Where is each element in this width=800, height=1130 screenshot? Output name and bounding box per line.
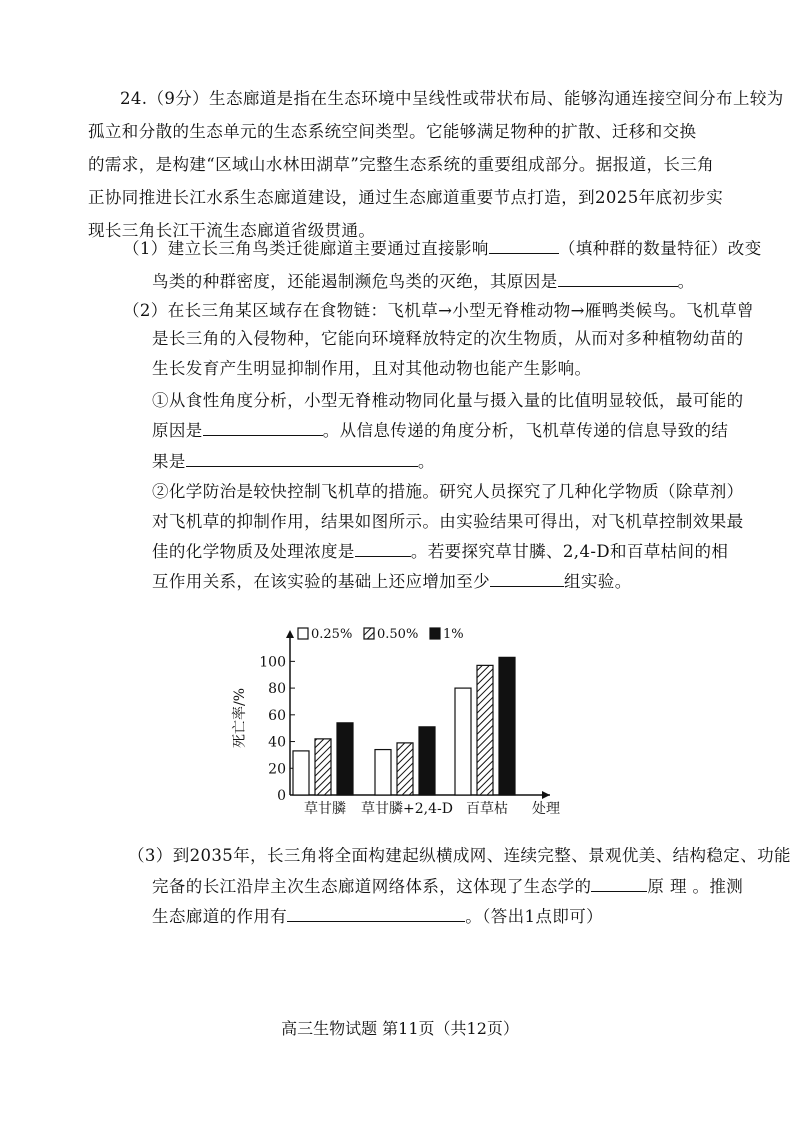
legend-label: 0.25% xyxy=(311,627,353,642)
part1-text-a: （1）建立长三角鸟类迁徙廊道主要通过直接影响 xyxy=(123,239,489,258)
y-tick-label: 60 xyxy=(268,707,286,724)
answer-blank[interactable] xyxy=(591,877,647,892)
part1-line-2 xyxy=(152,271,695,293)
question-intro-line-5: 现长三角长江干流生态廊道省级贯通。 xyxy=(88,221,376,240)
answer-blank[interactable] xyxy=(489,239,559,254)
y-axis-arrow xyxy=(286,630,294,638)
question-intro-line-2: 孤立和分散的生态单元的生态系统空间类型。它能够满足物种的扩散、迁移和交换 xyxy=(88,122,697,141)
part2-sub2-line-3 xyxy=(152,541,728,563)
part2-sub2-line-2: 对飞机草的抑制作用，结果如图所示。由实验结果可得出，对飞机草控制效果最 xyxy=(152,512,744,531)
part2-sub1-line-3 xyxy=(152,451,435,473)
legend-swatch xyxy=(298,628,308,639)
part2-sub1-line-2 xyxy=(152,420,728,442)
x-category-label: 草甘膦 xyxy=(304,801,346,817)
mortality-bar-chart xyxy=(230,620,570,820)
bar xyxy=(337,723,353,795)
x-axis-label: 处理 xyxy=(532,801,560,817)
part2-sub2-text-d: 组实验。 xyxy=(564,572,632,591)
part2-sub1-text-c: 果是 xyxy=(152,452,186,471)
part1-text-c: 鸟类的种群密度，还能遏制濒危鸟类的灭绝，其原因是 xyxy=(152,272,558,291)
part2-sub2-line-1: ②化学防治是较快控制飞机草的措施。研究人员探究了几种化学物质（除草剂） xyxy=(152,482,744,501)
part2-sub1-line-1: ①从食性角度分析，小型无脊椎动物同化量与摄入量的比值明显较低，最可能的 xyxy=(152,391,744,410)
y-tick-label: 20 xyxy=(268,761,286,778)
legend-label: 1% xyxy=(443,627,464,642)
x-axis-arrow xyxy=(542,791,550,799)
bar xyxy=(375,750,391,795)
answer-blank[interactable] xyxy=(490,572,564,587)
part2-sub1-text-d: 。 xyxy=(417,452,435,471)
y-tick-label: 40 xyxy=(268,734,286,751)
legend-swatch xyxy=(364,628,374,639)
question-intro-line-4: 正协同推进长江水系生态廊道建设，通过生态廊道重要节点打造，到2025年底初步实 xyxy=(88,188,724,207)
x-category-label: 百草枯 xyxy=(466,801,508,817)
y-tick-label: 0 xyxy=(277,788,286,804)
part2-line-2: 是长三角的入侵物种，它能向环境释放特定的次生物质，从而对多种植物幼苗的 xyxy=(152,329,744,348)
part2-sub1-text-b: 。从信息传递的角度分析，飞机草传递的信息导致的结 xyxy=(322,421,729,440)
y-tick-label: 100 xyxy=(259,654,286,671)
part3-text-d: 。（答出1点即可） xyxy=(465,907,604,926)
part2-sub2-text-c: 互作用关系，在该实验的基础上还应增加至少 xyxy=(152,572,490,591)
part1-text-d: 。 xyxy=(677,272,695,291)
bar xyxy=(315,739,331,795)
part3-text-c: 生态廊道的作用有 xyxy=(152,907,288,926)
part2-line-3: 生长发育产生明显抑制作用，且对其他动物也能产生影响。 xyxy=(152,359,592,378)
part2-sub2-text-a: 佳的化学物质及处理浓度是 xyxy=(152,542,355,561)
part2-sub2-line-4 xyxy=(152,571,632,593)
y-tick-label: 80 xyxy=(268,681,286,698)
answer-blank[interactable] xyxy=(558,272,678,287)
legend-label: 0.50% xyxy=(377,627,419,642)
answer-blank[interactable] xyxy=(203,421,323,436)
part2-line-1: （2）在长三角某区域存在食物链：飞机草→小型无脊椎动物→雁鸭类候鸟。飞机草曾 xyxy=(123,301,754,320)
question-intro-line-1: 24.（9分）生态廊道是指在生态环境中呈线性或带状布局、能够沟通连接空间分布上较为 xyxy=(120,89,784,108)
part3-line-2 xyxy=(152,876,743,898)
part3-line-1: （3）到2035年，长三角将全面构建起纵横成网、连续完整、景观优美、结构稳定、功能 xyxy=(128,846,791,865)
page-footer: 高三生物试题 第11页（共12页） xyxy=(281,1019,519,1038)
part2-sub1-text-a: 原因是 xyxy=(152,421,203,440)
part3-text-a: 完备的长江沿岸主次生态廊道网络体系，这体现了生态学的 xyxy=(152,877,592,896)
answer-blank[interactable] xyxy=(355,542,411,557)
x-category-label: 草甘膦+2,4-D xyxy=(361,801,453,817)
part2-sub2-text-b: 。若要探究草甘膦、2,4-D和百草枯间的相 xyxy=(410,542,729,561)
bar xyxy=(477,665,493,795)
part1-line-1 xyxy=(123,238,762,260)
bar xyxy=(455,688,471,795)
legend-swatch xyxy=(430,628,440,639)
part3-line-3 xyxy=(152,906,603,928)
bar xyxy=(499,657,515,795)
bar xyxy=(293,751,309,795)
y-axis-label: 死亡率/% xyxy=(232,687,248,749)
question-intro-line-3: 的需求，是构建“区域山水林田湖草”完整生态系统的重要组成部分。据报道，长三角 xyxy=(88,155,715,174)
answer-blank[interactable] xyxy=(186,452,418,467)
bar xyxy=(397,743,413,795)
part3-text-b: 原 理 。推测 xyxy=(647,877,744,896)
answer-blank[interactable] xyxy=(287,907,465,922)
part1-text-b: （填种群的数量特征）改变 xyxy=(558,239,762,258)
bar xyxy=(419,727,435,795)
